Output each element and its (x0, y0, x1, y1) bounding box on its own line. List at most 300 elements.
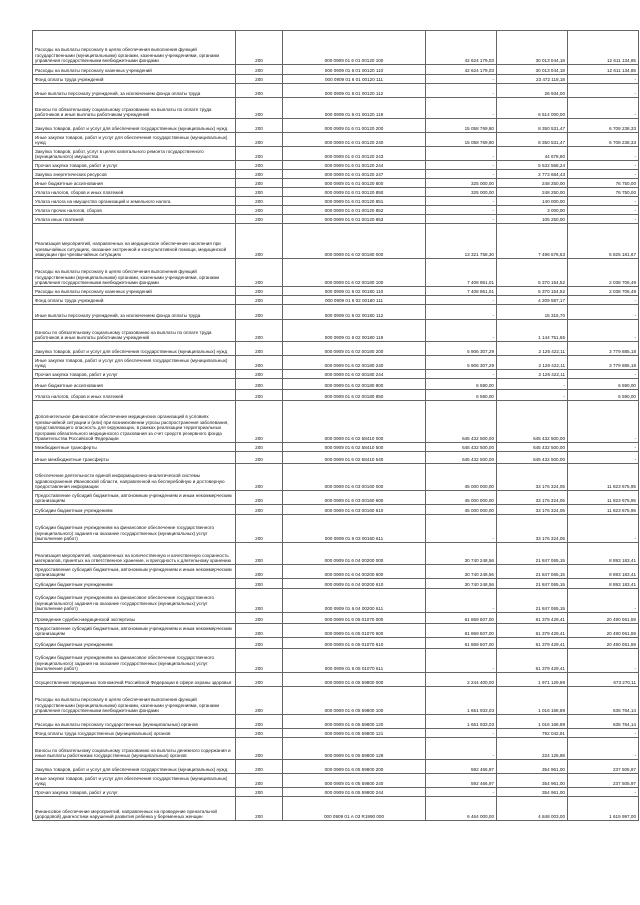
remainder-amount-cell: 20 490 061,59 (568, 638, 639, 649)
row-code-cell: 200 (236, 215, 283, 224)
row-code-cell: 200 (236, 613, 283, 624)
executed-amount-cell: 1 144 751,65 (497, 320, 568, 342)
table-row (33, 613, 639, 624)
executed-amount-cell: 23 472 118,18 (497, 75, 568, 84)
approved-amount-cell: 45 000 000,00 (426, 491, 497, 505)
approved-amount-cell: 30 740 248,56 (426, 543, 497, 565)
executed-amount-cell: 248 250,00 (497, 188, 568, 197)
remainder-amount-cell: - (568, 649, 639, 673)
remainder-amount-cell: 11 823 675,95 (568, 464, 639, 491)
row-code-cell: 200 (236, 390, 283, 401)
row-kbk-cell: 000 0909 01 6 02 00180 240 (283, 356, 426, 370)
approved-amount-cell: 6 590,00 (426, 390, 497, 401)
row-code-cell: 200 (236, 224, 283, 259)
row-kbk-cell: 000 0909 01 6 01 00120 853 (283, 215, 426, 224)
row-code-cell: 200 (236, 179, 283, 188)
row-code-cell: 200 (236, 370, 283, 379)
row-kbk-cell: 000 0909 01 6 04 00200 611 (283, 589, 426, 613)
row-code-cell: 200 (236, 491, 283, 505)
executed-amount-cell: 3 000,00 (497, 206, 568, 215)
executed-amount-cell: 2 126 422,11 (497, 370, 568, 379)
row-code-cell: 200 (236, 760, 283, 774)
table-row (33, 649, 639, 673)
table-row (33, 170, 639, 179)
row-code-cell: 200 (236, 31, 283, 65)
row-name-cell: Дополнительное финансовое обеспечение медицинских организаций в условиях чрезвычайной ситуации и (или) при возникновении угрозы распространения заболевания, представляющего опасность для окружающих, в рамках реализации территориальных программ обязательного медицинского страхования за счет средств резервного фонда Правительства Российской Федерации (33, 401, 236, 443)
remainder-amount-cell: 635 764,14 (568, 687, 639, 715)
row-kbk-cell: 000 0909 01 6 05 59800 200 (283, 760, 426, 774)
row-name-cell: Предоставление субсидий бюджетным, автономным учреждениям и иным некоммерческим организациям (33, 491, 236, 505)
approved-amount-cell: 592 466,97 (426, 774, 497, 788)
row-code-cell: 200 (236, 579, 283, 589)
row-name-cell: Расходы на выплаты персоналу в целях обеспечения выполнения функций государственными (муниципальными) органами, казенными учреждениями, органами управления государственными внебюджетными фондами (33, 31, 236, 65)
row-kbk-cell: 000 0909 01 6 05 59800 000 (283, 673, 426, 687)
executed-amount-cell: 645 432 500,00 (497, 452, 568, 464)
row-kbk-cell: 000 0909 01 6 05 59800 100 (283, 687, 426, 715)
row-code-cell: 200 (236, 287, 283, 296)
executed-amount-cell: 4 848 003,00 (497, 797, 568, 821)
table-row (33, 206, 639, 215)
row-code-cell: 200 (236, 320, 283, 342)
row-code-cell: 200 (236, 729, 283, 738)
remainder-amount-cell: - (568, 370, 639, 379)
remainder-amount-cell: - (568, 197, 639, 206)
row-kbk-cell: 000 0909 01 6 03 00160 000 (283, 464, 426, 491)
row-name-cell: Взносы по обязательному социальному страхованию на выплаты по оплате труда работников и иные выплаты работникам учреждений (33, 320, 236, 342)
table-row (33, 687, 639, 715)
row-name-cell: Закупка товаров, работ и услуг для обеспечения государственных (муниципальных) нужд (33, 342, 236, 356)
row-code-cell: 200 (236, 206, 283, 215)
approved-amount-cell: 61 869 507,00 (426, 613, 497, 624)
row-name-cell: Осуществление переданных полномочий Российской Федерации в сфере охраны здоровья (33, 673, 236, 687)
table-row (33, 797, 639, 821)
approved-amount-cell: 15 058 769,80 (426, 119, 497, 133)
row-name-cell: Прочая закупка товаров, работ и услуг (33, 161, 236, 170)
table-row (33, 452, 639, 464)
approved-amount-cell: - (426, 788, 497, 797)
row-name-cell: Иные бюджетные ассигнования (33, 379, 236, 390)
executed-amount-cell: 7 496 576,63 (497, 224, 568, 259)
row-kbk-cell: 000 0909 01 6 01 00120 243 (283, 147, 426, 161)
row-kbk-cell: 000 0909 01 6 01 00120 110 (283, 65, 426, 75)
approved-amount-cell: - (426, 370, 497, 379)
table-row (33, 133, 639, 147)
row-kbk-cell: 000 0909 01 6 05 01070 611 (283, 649, 426, 673)
table-row (33, 320, 639, 342)
table-row (33, 729, 639, 738)
executed-amount-cell: 33 176 324,05 (497, 464, 568, 491)
executed-amount-cell: 8 350 531,47 (497, 133, 568, 147)
executed-amount-cell: 224 125,98 (497, 738, 568, 760)
table-row (33, 147, 639, 161)
approved-amount-cell: - (426, 147, 497, 161)
row-code-cell: 200 (236, 505, 283, 515)
approved-amount-cell: - (426, 729, 497, 738)
executed-amount-cell: 61 379 429,41 (497, 638, 568, 649)
executed-amount-cell: 105 250,00 (497, 215, 568, 224)
row-kbk-cell: 000 0909 01 6 02 00180 110 (283, 287, 426, 296)
executed-amount-cell: 354 961,00 (497, 760, 568, 774)
approved-amount-cell: 45 000 000,00 (426, 464, 497, 491)
remainder-amount-cell: 8 893 183,41 (568, 565, 639, 579)
row-code-cell: 200 (236, 75, 283, 84)
remainder-amount-cell: - (568, 452, 639, 464)
approved-amount-cell: 6 590,00 (426, 379, 497, 390)
approved-amount-cell: - (426, 738, 497, 760)
row-code-cell: 200 (236, 673, 283, 687)
row-code-cell: 200 (236, 443, 283, 452)
table-row (33, 31, 639, 65)
executed-amount-cell: 248 250,00 (497, 179, 568, 188)
table-row (33, 84, 639, 98)
row-name-cell: Субсидии бюджетным учреждениям на финансовое обеспечение государственного (муниципального) задания на оказание государственных (муниципальных) услуг (выполнение работ) (33, 589, 236, 613)
remainder-amount-cell: - (568, 729, 639, 738)
remainder-amount-cell: 6 590,00 (568, 379, 639, 390)
approved-amount-cell: - (426, 170, 497, 179)
row-kbk-cell: 000 0909 01 6 02 00180 100 (283, 259, 426, 287)
row-kbk-cell: 000 0909 01 6 05 59800 240 (283, 774, 426, 788)
executed-amount-cell: 30 013 044,18 (497, 31, 568, 65)
row-name-cell: Уплата иных платежей (33, 215, 236, 224)
remainder-amount-cell: 20 490 061,59 (568, 613, 639, 624)
row-name-cell: Взносы по обязательному социальному страхованию на выплаты по оплате труда работников и иные выплаты работникам учреждений (33, 98, 236, 119)
row-name-cell: Иные межбюджетные трансферты (33, 452, 236, 464)
row-code-cell: 200 (236, 147, 283, 161)
approved-amount-cell: 1 651 933,03 (426, 687, 497, 715)
executed-amount-cell: 2 126 422,11 (497, 356, 568, 370)
remainder-amount-cell: 8 893 183,41 (568, 543, 639, 565)
remainder-amount-cell: - (568, 738, 639, 760)
row-name-cell: Уплата прочих налогов, сборов (33, 206, 236, 215)
approved-amount-cell: - (426, 515, 497, 543)
table-row (33, 287, 639, 296)
remainder-amount-cell: - (568, 147, 639, 161)
row-kbk-cell: 000 0909 01 6 01 00120 851 (283, 197, 426, 206)
table-row (33, 161, 639, 170)
row-kbk-cell: 000 0909 01 6 05 01070 000 (283, 613, 426, 624)
approved-amount-cell: 5 906 307,29 (426, 342, 497, 356)
table-row (33, 65, 639, 75)
row-name-cell: Расходы на выплаты персоналу казенных учреждений (33, 287, 236, 296)
row-name-cell: Расходы на выплаты персоналу в целях обеспечения выполнения функций государственными (муниципальными) органами, казенными учреждениями, органами управления государственными внебюджетными фондами (33, 259, 236, 287)
row-name-cell: Расходы на выплаты персоналу государственных (муниципальных) органов (33, 715, 236, 729)
approved-amount-cell: - (426, 649, 497, 673)
approved-amount-cell: 15 058 769,80 (426, 133, 497, 147)
row-code-cell: 200 (236, 197, 283, 206)
remainder-amount-cell: - (568, 215, 639, 224)
approved-amount-cell: 30 740 248,56 (426, 565, 497, 579)
remainder-amount-cell: - (568, 443, 639, 452)
approved-amount-cell: 42 624 179,03 (426, 31, 497, 65)
row-kbk-cell: 000 0909 01 6 02 58410 540 (283, 452, 426, 464)
approved-amount-cell: 30 740 248,56 (426, 579, 497, 589)
row-name-cell: Уплата налога на имущество организаций и земельного налога (33, 197, 236, 206)
remainder-amount-cell: - (568, 515, 639, 543)
row-name-cell: Субсидии бюджетным учреждениям на финансовое обеспечение государственного (муниципального) задания на оказание государственных (муниципальных) услуг (выполнение работ) (33, 515, 236, 543)
row-name-cell: Прочая закупка товаров, работ и услуг (33, 370, 236, 379)
row-name-cell: Субсидии бюджетным учреждениям на финансовое обеспечение государственного (муниципального) задания на оказание государственных (муниципальных) услуг (выполнение работ) (33, 649, 236, 673)
table-body (33, 31, 639, 821)
table-row (33, 760, 639, 774)
row-code-cell: 200 (236, 797, 283, 821)
remainder-amount-cell: 76 750,00 (568, 179, 639, 188)
executed-amount-cell: 21 847 065,15 (497, 589, 568, 613)
row-code-cell: 200 (236, 649, 283, 673)
row-name-cell: Закупка товаров, работ, услуг в целях капитального ремонта государственного (муниципального) имущества (33, 147, 236, 161)
row-kbk-cell: 000 0909 01 6 05 59800 121 (283, 729, 426, 738)
executed-amount-cell: 15 315,70 (497, 305, 568, 320)
row-kbk-cell: 000 0909 01 6 01 00120 111 (283, 75, 426, 84)
row-kbk-cell: 000 0909 01 6 04 00200 610 (283, 579, 426, 589)
row-kbk-cell: 000 0909 01 6 05 59800 244 (283, 788, 426, 797)
executed-amount-cell: 1 971 129,89 (497, 673, 568, 687)
table-row (33, 370, 639, 379)
remainder-amount-cell: - (568, 84, 639, 98)
executed-amount-cell: 2 126 422,11 (497, 342, 568, 356)
table-row (33, 390, 639, 401)
approved-amount-cell: - (426, 215, 497, 224)
row-name-cell: Прочая закупка товаров, работ и услуг (33, 788, 236, 797)
row-name-cell: Фонд оплаты труда учреждений (33, 296, 236, 305)
row-kbk-cell: 000 0909 01 6 05 59800 120 (283, 715, 426, 729)
row-kbk-cell: 000 0909 01 6 02 00180 244 (283, 370, 426, 379)
remainder-amount-cell: - (568, 788, 639, 797)
row-kbk-cell: 000 0909 01 6 01 00120 200 (283, 119, 426, 133)
approved-amount-cell: 42 624 179,03 (426, 65, 497, 75)
row-code-cell: 200 (236, 356, 283, 370)
table-row (33, 505, 639, 515)
row-kbk-cell: 000 0909 01 6 01 00120 852 (283, 206, 426, 215)
row-name-cell: Уплата налогов, сборов и иных платежей (33, 188, 236, 197)
row-code-cell: 200 (236, 565, 283, 579)
remainder-amount-cell: - (568, 75, 639, 84)
table-row (33, 259, 639, 287)
executed-amount-cell: 1 016 168,89 (497, 687, 568, 715)
remainder-amount-cell: 673 270,11 (568, 673, 639, 687)
table-row (33, 491, 639, 505)
approved-amount-cell: - (426, 98, 497, 119)
remainder-amount-cell: 6 590,00 (568, 390, 639, 401)
executed-amount-cell: 5 370 154,52 (497, 259, 568, 287)
executed-amount-cell: 33 176 324,05 (497, 505, 568, 515)
row-name-cell: Субсидии бюджетным учреждениям (33, 579, 236, 589)
table-row (33, 638, 639, 649)
remainder-amount-cell: 12 611 134,85 (568, 31, 639, 65)
executed-amount-cell: 21 847 065,15 (497, 579, 568, 589)
table-row (33, 342, 639, 356)
executed-amount-cell: 26 934,00 (497, 84, 568, 98)
executed-amount-cell: 2 773 684,43 (497, 170, 568, 179)
executed-amount-cell: 21 847 065,15 (497, 565, 568, 579)
row-code-cell: 200 (236, 589, 283, 613)
remainder-amount-cell: 6 708 238,33 (568, 133, 639, 147)
row-kbk-cell: 000 0909 01 А 03 R1990 000 (283, 797, 426, 821)
approved-amount-cell: - (426, 75, 497, 84)
remainder-amount-cell: 2 038 706,49 (568, 259, 639, 287)
executed-amount-cell: 354 961,00 (497, 774, 568, 788)
row-name-cell: Закупка энергетических ресурсов (33, 170, 236, 179)
remainder-amount-cell: - (568, 170, 639, 179)
approved-amount-cell: - (426, 296, 497, 305)
table-row (33, 379, 639, 390)
row-kbk-cell: 000 0909 01 6 02 00180 200 (283, 342, 426, 356)
remainder-amount-cell: - (568, 206, 639, 215)
table-row (33, 543, 639, 565)
executed-amount-cell: 140 000,00 (497, 197, 568, 206)
row-kbk-cell: 000 0909 01 6 05 01070 610 (283, 638, 426, 649)
row-kbk-cell: 000 0909 01 6 01 00120 247 (283, 170, 426, 179)
executed-amount-cell: 4 209 587,17 (497, 296, 568, 305)
executed-amount-cell: 1 016 168,89 (497, 715, 568, 729)
row-name-cell: Уплата налогов, сборов и иных платежей (33, 390, 236, 401)
row-name-cell: Иные закупки товаров, работ и услуг для обеспечения государственных (муниципальных) нужд (33, 356, 236, 370)
table-row (33, 774, 639, 788)
row-code-cell: 200 (236, 738, 283, 760)
executed-amount-cell: 33 176 324,05 (497, 515, 568, 543)
remainder-amount-cell: 2 038 706,49 (568, 287, 639, 296)
approved-amount-cell: - (426, 161, 497, 170)
approved-amount-cell: - (426, 320, 497, 342)
row-kbk-cell: 000 0909 01 6 01 00120 100 (283, 31, 426, 65)
table-row (33, 305, 639, 320)
row-name-cell: Фонд оплаты труда государственных (муниципальных) органов (33, 729, 236, 738)
table-row (33, 624, 639, 638)
row-code-cell: 200 (236, 379, 283, 390)
row-name-cell: Расходы на выплаты персоналу в целях обеспечения выполнения функций государственными (муниципальными) органами, казенными учреждениями, органами управления государственными внебюджетными фондами (33, 687, 236, 715)
row-code-cell: 200 (236, 543, 283, 565)
table-row (33, 179, 639, 188)
approved-amount-cell: 1 651 933,03 (426, 715, 497, 729)
remainder-amount-cell: 11 823 675,95 (568, 491, 639, 505)
row-kbk-cell: 000 0909 01 6 02 00180 000 (283, 224, 426, 259)
remainder-amount-cell: 12 611 134,85 (568, 65, 639, 75)
executed-amount-cell: - (497, 390, 568, 401)
remainder-amount-cell: - (568, 320, 639, 342)
approved-amount-cell: 592 466,97 (426, 760, 497, 774)
row-kbk-cell: 000 0909 01 6 02 00180 850 (283, 390, 426, 401)
executed-amount-cell: 44 678,80 (497, 147, 568, 161)
executed-amount-cell: 21 847 065,15 (497, 543, 568, 565)
table-row (33, 515, 639, 543)
executed-amount-cell: 354 961,00 (497, 788, 568, 797)
table-row (33, 443, 639, 452)
executed-amount-cell: 6 514 000,00 (497, 98, 568, 119)
executed-amount-cell: 5 370 154,52 (497, 287, 568, 296)
row-kbk-cell: 000 0909 01 6 01 00120 112 (283, 84, 426, 98)
row-code-cell: 200 (236, 715, 283, 729)
approved-amount-cell: - (426, 589, 497, 613)
table-row (33, 715, 639, 729)
table-row (33, 224, 639, 259)
row-name-cell: Закупка товаров, работ и услуг для обеспечения государственных (муниципальных) нужд (33, 760, 236, 774)
row-code-cell: 200 (236, 401, 283, 443)
approved-amount-cell: 7 408 861,01 (426, 259, 497, 287)
row-kbk-cell: 000 0909 01 6 02 00180 111 (283, 296, 426, 305)
table-row (33, 788, 639, 797)
row-name-cell: Проведение судебно-медицинской экспертизы (33, 613, 236, 624)
row-code-cell: 200 (236, 452, 283, 464)
row-code-cell: 200 (236, 624, 283, 638)
table-row (33, 738, 639, 760)
approved-amount-cell: 45 000 000,00 (426, 505, 497, 515)
row-name-cell: Иные бюджетные ассигнования (33, 179, 236, 188)
remainder-amount-cell: - (568, 401, 639, 443)
executed-amount-cell: 5 532 568,24 (497, 161, 568, 170)
approved-amount-cell: - (426, 197, 497, 206)
row-kbk-cell: 000 0909 01 6 01 00120 119 (283, 98, 426, 119)
row-code-cell: 200 (236, 188, 283, 197)
row-code-cell: 200 (236, 84, 283, 98)
approved-amount-cell: - (426, 305, 497, 320)
remainder-amount-cell: 8 893 183,41 (568, 579, 639, 589)
row-name-cell: Расходы на выплаты персоналу казенных учреждений (33, 65, 236, 75)
approved-amount-cell: 5 906 307,29 (426, 356, 497, 370)
executed-amount-cell: 792 042,91 (497, 729, 568, 738)
table-row (33, 464, 639, 491)
row-kbk-cell: 000 0909 01 6 02 58410 000 (283, 401, 426, 443)
approved-amount-cell: 7 408 861,01 (426, 287, 497, 296)
executed-amount-cell: 33 176 324,05 (497, 491, 568, 505)
approved-amount-cell: 325 000,00 (426, 179, 497, 188)
executed-amount-cell: 61 379 429,41 (497, 613, 568, 624)
row-name-cell: Предоставление субсидий бюджетным, автономным учреждениям и иным некоммерческим организациям (33, 624, 236, 638)
row-name-cell: Иные выплаты персоналу учреждений, за исключением фонда оплаты труда (33, 305, 236, 320)
row-code-cell: 200 (236, 305, 283, 320)
row-name-cell: Реализация мероприятий, направленных на медицинское обеспечение населения при чрезвычайных ситуациях, оказание экстренной и консультативной помощи, медицинской эвакуации при чрезвычайных ситуациях (33, 224, 236, 259)
executed-amount-cell: - (497, 379, 568, 390)
row-name-cell: Фонд оплаты труда учреждений (33, 75, 236, 84)
budget-execution-table (32, 30, 639, 821)
row-kbk-cell: 000 0909 01 6 02 00180 800 (283, 379, 426, 390)
approved-amount-cell: 2 244 400,00 (426, 673, 497, 687)
table-row (33, 75, 639, 84)
row-code-cell: 200 (236, 464, 283, 491)
table-row (33, 98, 639, 119)
approved-amount-cell: 61 869 507,00 (426, 638, 497, 649)
row-kbk-cell: 000 0909 01 6 01 00120 244 (283, 161, 426, 170)
remainder-amount-cell: 3 779 885,18 (568, 356, 639, 370)
remainder-amount-cell: 5 825 181,67 (568, 224, 639, 259)
row-code-cell: 200 (236, 98, 283, 119)
table-row (33, 119, 639, 133)
row-kbk-cell: 000 0909 01 6 04 00200 000 (283, 543, 426, 565)
remainder-amount-cell: 76 750,00 (568, 188, 639, 197)
table-row (33, 188, 639, 197)
row-code-cell: 200 (236, 65, 283, 75)
approved-amount-cell: 645 432 500,00 (426, 401, 497, 443)
table-row (33, 197, 639, 206)
remainder-amount-cell: - (568, 305, 639, 320)
row-code-cell: 200 (236, 170, 283, 179)
executed-amount-cell: 30 013 044,18 (497, 65, 568, 75)
row-name-cell: Межбюджетные трансферты (33, 443, 236, 452)
table-row (33, 673, 639, 687)
row-name-cell: Взносы по обязательному социальному страхованию на выплаты денежного содержания и иные выплаты работникам государственных (муниципальных) органов (33, 738, 236, 760)
row-name-cell: Иные выплаты персоналу учреждений, за исключением фонда оплаты труда (33, 84, 236, 98)
table-row (33, 565, 639, 579)
row-kbk-cell: 000 0909 01 6 02 58410 500 (283, 443, 426, 452)
row-name-cell: Реализация мероприятий, направленных на количественную и качественную сохранность материалов, принятых на ответственное хранение, и пригодность к длительному хранению (33, 543, 236, 565)
table-row (33, 296, 639, 305)
table-row (33, 356, 639, 370)
row-code-cell: 200 (236, 515, 283, 543)
row-code-cell: 200 (236, 638, 283, 649)
row-code-cell: 200 (236, 296, 283, 305)
row-code-cell: 200 (236, 687, 283, 715)
approved-amount-cell: - (426, 84, 497, 98)
table-row (33, 401, 639, 443)
remainder-amount-cell: 237 505,97 (568, 774, 639, 788)
